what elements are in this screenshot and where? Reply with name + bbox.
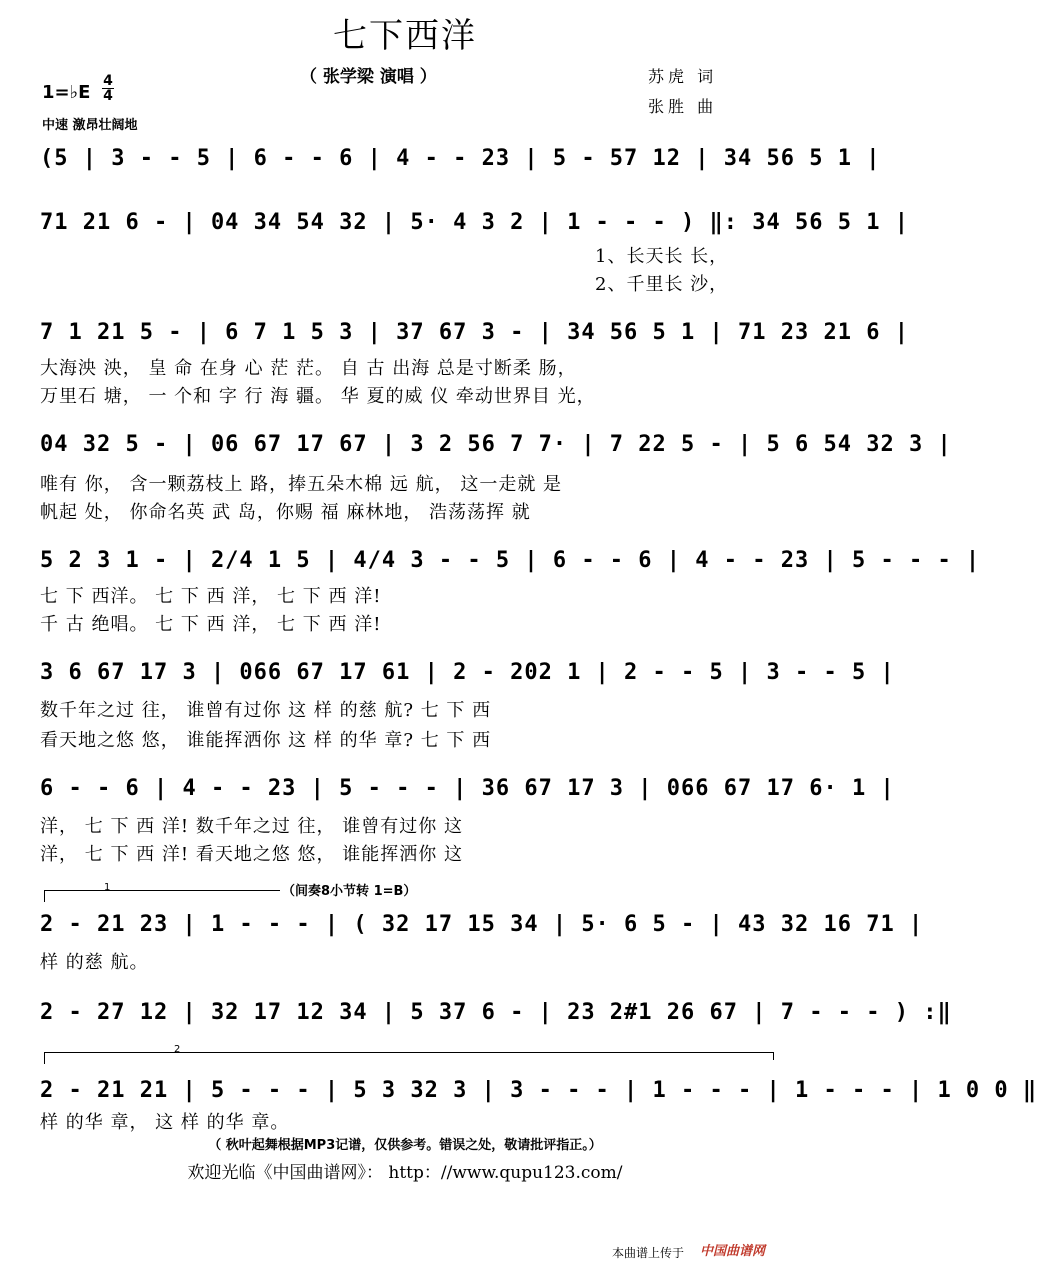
time-signature xyxy=(102,74,114,103)
tempo-marking: 中速 激昂壮阔地 xyxy=(42,118,138,133)
volta-2-tick-right xyxy=(773,1052,774,1060)
volta-1-number: 1 xyxy=(104,882,111,893)
volta-1-bracket xyxy=(44,890,280,891)
notation-row-8: 2 - 21 23 | 1 - - - | ( 32 17 15 34 | 5· 6 5 - | 43 32 16 71 | xyxy=(40,912,924,937)
lyric-row-3-verse-2: 万里石 塘， 一 个和 字 行 海 疆。 华 夏的威 仪 牵动世界目 光， xyxy=(40,386,596,407)
time-signature-top: 4 xyxy=(103,73,113,89)
volta-2-tick-left xyxy=(44,1052,45,1064)
lyric-row-4-verse-2: 帆起 处， 你命名英 武 岛，你赐 福 麻林地， 浩荡荡挥 就 xyxy=(40,502,531,523)
lyric-row-7-verse-1: 洋， 七 下 西 洋! 数千年之过 往， 谁曾有过你 这 xyxy=(40,816,464,837)
notation-row-2: 71 21 6 - | 04 34 54 32 | 5· 4 3 2 | 1 - - - ) ‖: 34 56 5 1 | xyxy=(40,210,909,235)
transcriber-note: （ 秋叶起舞根据MP3记谱，仅供参考。错误之处，敬请批评指正。） xyxy=(208,1138,602,1153)
lyric-row-6-verse-1: 数千年之过 往， 谁曾有过你 这 样 的慈 航? 七 下 西 xyxy=(40,700,492,721)
lyric-row-5-verse-1: 七 下 西洋。 七 下 西 洋， 七 下 西 洋! xyxy=(40,586,382,607)
lyric-row-6-verse-2: 看天地之悠 悠， 谁能挥洒你 这 样 的华 章? 七 下 西 xyxy=(40,730,492,751)
key-signature: 1=♭E xyxy=(42,82,91,103)
lyricist-credit: 苏虎 词 xyxy=(648,67,718,86)
lyric-row-4-verse-1: 唯有 你， 含一颗荔枝上 路，捧五朵木棉 远 航， 这一走就 是 xyxy=(40,474,563,495)
notation-row-1: (5 | 3 - - 5 | 6 - - 6 | 4 - - 23 | 5 - 57 12 | 34 56 5 1 | xyxy=(40,146,881,171)
lyric-row-7-verse-2: 洋， 七 下 西 洋! 看天地之悠 悠， 谁能挥洒你 这 xyxy=(40,844,464,865)
notation-row-5: 5 2 3 1 - | 2/4 1 5 | 4/4 3 - - 5 | 6 - - 6 | 4 - - 23 | 5 - - - | xyxy=(40,548,981,573)
lyric-row-10: 样 的华 章， 这 样 的华 章。 xyxy=(40,1112,290,1133)
page-title: 七下西洋 xyxy=(333,16,477,56)
notation-row-4: 04 32 5 - | 06 67 17 67 | 3 2 56 7 7· | 7 22 5 - | 5 6 54 32 3 | xyxy=(40,432,952,457)
notation-row-6: 3 6 67 17 3 | 066 67 17 61 | 2 - 202 1 | 2 - - 5 | 3 - - 5 | xyxy=(40,660,895,685)
lyric-row-3-verse-1: 大海泱 泱， 皇 命 在身 心 茫 茫。 自 古 出海 总是寸断柔 肠， xyxy=(40,358,577,379)
site-logo: 中国曲谱网 xyxy=(700,1244,766,1259)
composer-credit: 张胜 曲 xyxy=(648,97,718,116)
lyric-row-2-verse-1: 1、长天长 长， xyxy=(595,246,729,267)
singer-credit: （ 张学梁 演唱 ） xyxy=(300,67,437,87)
notation-row-9: 2 - 27 12 | 32 17 12 34 | 5 37 6 - | 23 2#1 26 67 | 7 - - - ) :‖ xyxy=(40,1000,952,1025)
lyric-row-8: 样 的慈 航。 xyxy=(40,952,149,973)
volta-2-bracket xyxy=(44,1052,774,1053)
volta-1-tick xyxy=(44,890,45,902)
welcome-line: 欢迎光临《中国曲谱网》： http：//www.qupu123.com/ xyxy=(187,1163,623,1183)
notation-row-7: 6 - - 6 | 4 - - 23 | 5 - - - | 36 67 17 3 | 066 67 17 6· 1 | xyxy=(40,776,895,801)
notation-row-3: 7 1 21 5 - | 6 7 1 5 3 | 37 67 3 - | 34 56 5 1 | 71 23 21 6 | xyxy=(40,320,909,345)
time-signature-bottom: 4 xyxy=(103,88,113,104)
volta-2-number: 2 xyxy=(174,1044,181,1055)
uploaded-to-label: 本曲谱上传于 xyxy=(612,1246,685,1260)
interlude-note: （间奏8小节转 1=B） xyxy=(282,884,417,899)
lyric-row-2-verse-2: 2、千里长 沙， xyxy=(595,274,729,295)
lyric-row-5-verse-2: 千 古 绝唱。 七 下 西 洋， 七 下 西 洋! xyxy=(40,614,382,635)
notation-row-10: 2 - 21 21 | 5 - - - | 5 3 32 3 | 3 - - - | 1 - - - | 1 - - - | 1 0 0 ‖ xyxy=(40,1078,1037,1103)
